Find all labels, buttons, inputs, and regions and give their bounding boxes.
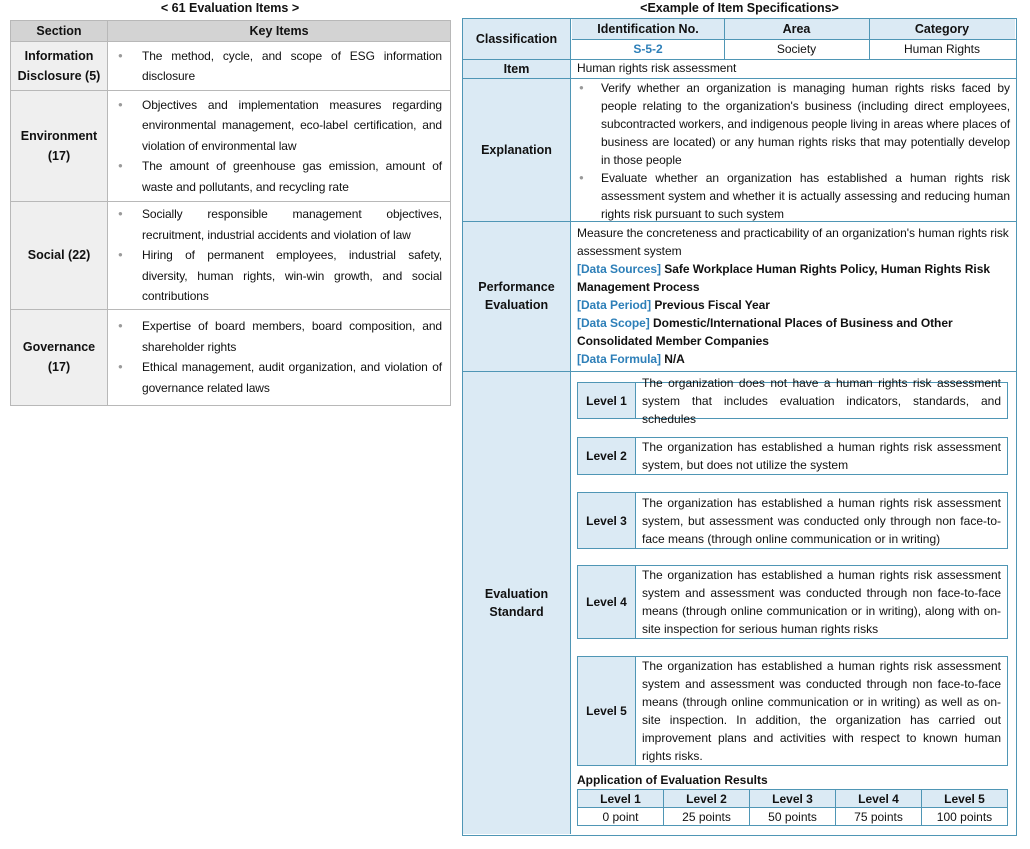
- level-description: The organization has established a human rights risk assessment system and assessment was conducted through non face-to-face means (through online communication or in writing) as well as on-site inspection. In addition, the organization has carried out improvement plans and activities with respect to known human rights risks.: [642, 659, 1001, 763]
- list-item: [114, 245, 442, 307]
- level-name: Level 4: [578, 566, 636, 638]
- category-value: Human Rights: [903, 42, 981, 56]
- level-row: [577, 375, 1008, 426]
- list-item-text: The amount of greenhouse gas emission, amount of waste and pollutants, and recycling rate: [142, 159, 442, 194]
- list-item: [114, 204, 442, 245]
- category-header: Category: [869, 19, 1015, 39]
- explanation-content: [577, 78, 1010, 223]
- data-sources-value: Safe Workplace Human Rights Policy, Human Rights Risk Management Process: [577, 262, 990, 294]
- bullet-icon: ●: [118, 321, 123, 330]
- section-cell: Social (22): [11, 202, 108, 310]
- list-item: [114, 357, 442, 398]
- table-row: [11, 91, 451, 202]
- level-name: Level 5: [578, 657, 636, 765]
- bullet-icon: ●: [118, 209, 123, 218]
- data-formula: [577, 350, 1010, 368]
- list-item: [114, 316, 442, 357]
- table-row: [578, 808, 1008, 826]
- performance-intro: Measure the concreteness and practicability of an organization's human rights risk assessment system: [577, 226, 1009, 258]
- list-item-text: The method, cycle, and scope of ESG information disclosure: [142, 48, 442, 83]
- list-item-text: Verify whether an organization is managing human rights risks faced by people relating to the organization's business (including direct employees, subcontracted workers, and indigenous people living in areas where places of business are located) or any human rights risks that may potentially develop in those people: [601, 81, 1010, 167]
- list-item: [114, 95, 442, 157]
- level-name: Level 2: [578, 438, 636, 474]
- table-header-row: [11, 21, 451, 42]
- area-header: Area: [724, 19, 869, 39]
- score-header: Level 1: [578, 790, 664, 808]
- explanation-label: Explanation: [463, 78, 571, 221]
- section-cell: Governance (17): [11, 309, 108, 405]
- section-cell: Information Disclosure (5): [11, 42, 108, 91]
- data-formula-value: N/A: [664, 352, 685, 366]
- item-spec-title: <Example of Item Specifications>: [640, 1, 839, 15]
- area-value: Society: [776, 42, 817, 56]
- item-spec-table: [462, 18, 1017, 836]
- data-period-label: [Data Period]: [577, 298, 652, 312]
- section-cell: Environment (17): [11, 91, 108, 202]
- data-scope-label: [Data Scope]: [577, 316, 650, 330]
- level-description: The organization does not have a human rights risk assessment system that includes evaluation indicators, standards, and schedules: [642, 375, 1001, 426]
- identification-no-value: S-5-2: [633, 42, 663, 56]
- section-header: Section: [11, 21, 108, 42]
- item-value: Human rights risk assessment: [577, 61, 737, 75]
- evaluation-items-title: < 61 Evaluation Items >: [160, 1, 300, 15]
- table-header-row: [578, 790, 1008, 808]
- bullet-icon: ●: [118, 161, 123, 171]
- score-value: 75 points: [836, 808, 922, 826]
- table-row: [11, 309, 451, 405]
- classification-label: Classification: [463, 19, 571, 59]
- key-items-header: Key Items: [108, 21, 451, 42]
- score-header: Level 5: [922, 790, 1008, 808]
- performance-evaluation-content: [577, 224, 1010, 368]
- bullet-icon: ●: [118, 50, 123, 60]
- level-description: The organization has established a human rights risk assessment system, but assessment was conducted only through non face-to-face means (through online communication or in writing): [642, 495, 1001, 546]
- score-value: 50 points: [750, 808, 836, 826]
- table-row: [11, 202, 451, 310]
- list-item: [114, 46, 442, 87]
- level-row: [577, 565, 1008, 639]
- level-name: Level 1: [578, 383, 636, 418]
- evaluation-standard-label: Evaluation Standard: [463, 371, 571, 834]
- bullet-icon: ●: [118, 99, 123, 109]
- data-period-value: Previous Fiscal Year: [654, 298, 770, 312]
- key-items-cell: [108, 202, 451, 310]
- data-scope: [577, 314, 1010, 350]
- list-item-text: Evaluate whether an organization has established a human rights risk assessment system and whether it is actually assessing and reducing human rights risk pursuant to such system: [601, 171, 1010, 221]
- list-item-text: Expertise of board members, board composition, and shareholder rights: [142, 319, 442, 354]
- item-label: Item: [463, 59, 571, 78]
- data-period: [577, 296, 1010, 314]
- level-description: The organization has established a human rights risk assessment system and assessment was conducted through non face-to-face means (through online communication or in writing), along with on-site inspection for serious human rights risks: [642, 568, 1001, 636]
- score-table: [577, 789, 1008, 826]
- list-item-text: Objectives and implementation measures regarding environmental management, eco-label certification, and violation of environmental law: [142, 97, 442, 153]
- score-value: 0 point: [578, 808, 664, 826]
- evaluation-items-table: [10, 20, 451, 406]
- score-header: Level 3: [750, 790, 836, 808]
- score-header: Level 4: [836, 790, 922, 808]
- level-description: The organization has established a human rights risk assessment system, but does not utilize the system: [642, 440, 1001, 472]
- score-header: Level 2: [664, 790, 750, 808]
- data-sources-label: [Data Sources]: [577, 262, 661, 276]
- key-items-cell: [108, 42, 451, 91]
- score-value: 100 points: [922, 808, 1008, 826]
- level-row: [577, 656, 1008, 766]
- bullet-icon: ●: [579, 83, 584, 92]
- data-sources: [577, 260, 1010, 296]
- list-item-text: Ethical management, audit organization, and violation of governance related laws: [142, 360, 442, 395]
- divider: [463, 371, 1016, 372]
- list-item-text: Socially responsible management objectives, recruitment, industrial accidents and violation of law: [142, 207, 442, 242]
- bullet-icon: ●: [118, 362, 123, 371]
- performance-evaluation-label: Performance Evaluation: [463, 221, 571, 371]
- level-row: [577, 492, 1008, 549]
- identification-no-header: Identification No.: [572, 19, 724, 39]
- data-scope-value: Domestic/International Places of Business and Other Consolidated Member Companies: [577, 316, 953, 348]
- bullet-icon: ●: [579, 173, 584, 182]
- list-item: [577, 79, 1010, 169]
- list-item-text: Hiring of permanent employees, industrial safety, diversity, human rights, win-win growth, and social contributions: [142, 248, 442, 303]
- bullet-icon: ●: [118, 250, 123, 259]
- key-items-cell: [108, 91, 451, 202]
- table-row: [11, 42, 451, 91]
- score-value: 25 points: [664, 808, 750, 826]
- level-name: Level 3: [578, 493, 636, 548]
- list-item: [114, 156, 442, 197]
- key-items-cell: [108, 309, 451, 405]
- data-formula-label: [Data Formula]: [577, 352, 661, 366]
- level-row: [577, 437, 1008, 475]
- application-title: Application of Evaluation Results: [577, 773, 768, 787]
- list-item: [577, 169, 1010, 223]
